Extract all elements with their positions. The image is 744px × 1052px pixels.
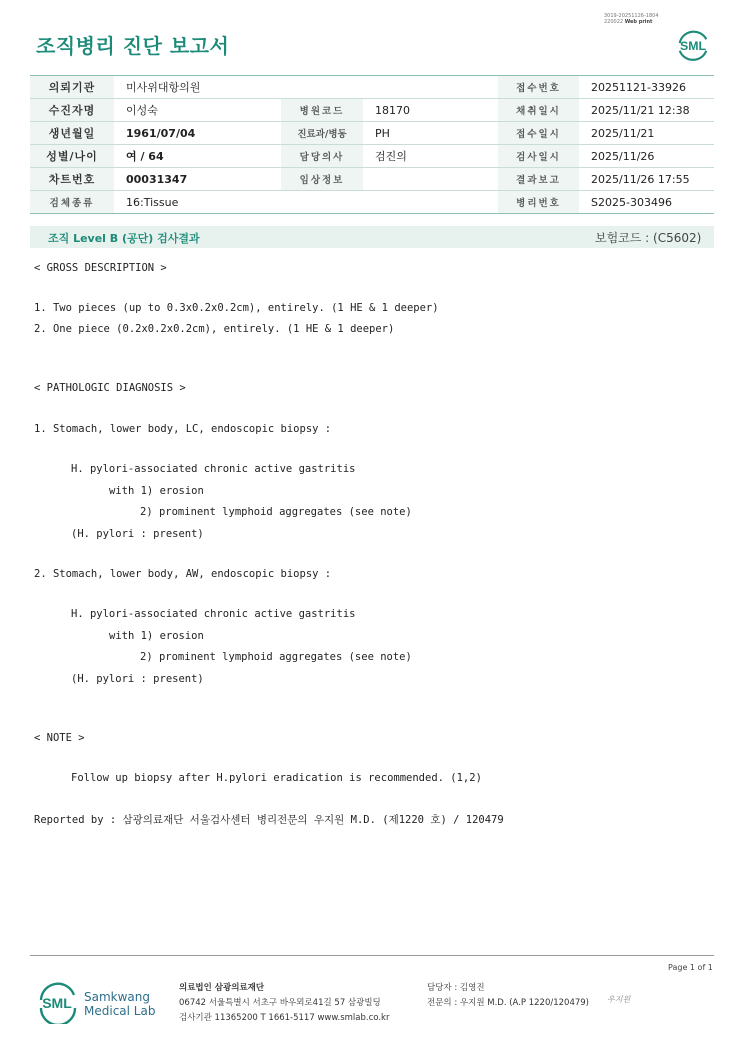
value-receipt-number: 20251121-33926 <box>579 76 714 99</box>
print-id: 3019-20251126-1804 220022 Web print <box>604 13 659 25</box>
expert-name: 우지원 M.D. (A.P 1220/120479) <box>459 998 589 1008</box>
diagnosis-1-with-2: 2) prominent lymphoid aggregates (see note) <box>140 506 412 518</box>
label-result-report: 결과보고 <box>498 168 579 191</box>
value-department: PH <box>363 122 498 145</box>
table-row <box>30 122 714 145</box>
brand-name-line-1: Samkwang <box>84 990 150 1004</box>
table-row <box>30 145 714 168</box>
expert-line: 전문의 : 우지원 M.D. (A.P 1220/120479) <box>427 998 589 1008</box>
section-title: 조직 Level B (공단) 검사결과 <box>48 232 200 245</box>
reported-by: Reported by : 삼광의료재단 서울검사센터 병리전문의 우지원 M.D. (제1220 호) / 120479 <box>34 814 504 826</box>
note-header: < NOTE > <box>34 732 85 744</box>
table-row <box>30 76 714 99</box>
value-chart-number: 00031347 <box>114 168 281 191</box>
diagnosis-1-with-1: with 1) erosion <box>109 485 204 497</box>
patient-info-table <box>30 75 714 214</box>
pathology-header: < PATHOLOGIC DIAGNOSIS > <box>34 382 186 394</box>
label-sex-age: 성별/나이 <box>30 145 114 168</box>
staff-name: 김영진 <box>459 983 485 993</box>
value-specimen-type: 16:Tissue <box>114 191 498 214</box>
page-title: 조직병리 진단 보고서 <box>36 34 230 58</box>
value-receipt-date: 2025/11/21 <box>579 122 714 145</box>
diagnosis-2-with-2: 2) prominent lymphoid aggregates (see note) <box>140 651 412 663</box>
org-name: 의료법인 삼광의료재단 <box>179 983 265 993</box>
diagnosis-1-hpylori: (H. pylori : present) <box>71 528 204 540</box>
signature: 우지원 <box>607 995 631 1004</box>
value-physician: 검진의 <box>363 145 498 168</box>
label-specimen-type: 검체종류 <box>30 191 114 214</box>
label-birth-date: 생년월일 <box>30 122 114 145</box>
value-test-date: 2025/11/26 <box>579 145 714 168</box>
gross-header: < GROSS DESCRIPTION > <box>34 262 167 274</box>
diagnosis-2-with-1: with 1) erosion <box>109 630 204 642</box>
diagnosis-2-title: 2. Stomach, lower body, AW, endoscopic biopsy : <box>34 568 332 580</box>
value-patient-name: 이성숙 <box>114 99 281 122</box>
value-result-report: 2025/11/26 17:55 <box>579 168 714 191</box>
label-requesting-institution: 의뢰기관 <box>30 76 114 99</box>
label-pathology-number: 병리번호 <box>498 191 579 214</box>
svg-text:SML: SML <box>42 995 72 1011</box>
gross-item-2: 2. One piece (0.2x0.2x0.2cm), entirely. (1 HE & 1 deeper) <box>34 323 395 335</box>
table-row <box>30 168 714 191</box>
value-clinical-info <box>363 168 498 191</box>
value-birth-date: 1961/07/04 <box>114 122 281 145</box>
sml-footer-logo-icon <box>36 980 80 1024</box>
value-collection-date: 2025/11/21 12:38 <box>579 99 714 122</box>
svg-text:SML: SML <box>679 38 707 53</box>
brand-name-line-2: Medical Lab <box>84 1004 156 1018</box>
org-contact: 검사기관 11365200 T 1661-5117 www.smlab.co.kr <box>179 1013 390 1023</box>
diagnosis-1-dx: H. pylori-associated chronic active gastritis <box>71 463 356 475</box>
label-receipt-date: 접수일시 <box>498 122 579 145</box>
sml-logo-icon <box>674 26 712 64</box>
org-address: 06742 서울특별시 서초구 바우뫼로41길 57 삼광빌딩 <box>179 998 381 1008</box>
staff-line: 담당자 : 김영진 <box>427 983 485 993</box>
insurance-code: 보험코드 : (C5602) <box>595 231 702 245</box>
label-receipt-number: 접수번호 <box>498 76 579 99</box>
value-pathology-number: S2025-303496 <box>579 191 714 214</box>
gross-item-1: 1. Two pieces (up to 0.3x0.2x0.2cm), entirely. (1 HE & 1 deeper) <box>34 302 439 314</box>
label-collection-date: 채취일시 <box>498 99 579 122</box>
label-test-date: 검사일시 <box>498 145 579 168</box>
label-department: 진료과/병동 <box>281 122 363 145</box>
label-hospital-code: 병원코드 <box>281 99 363 122</box>
page-number: Page 1 of 1 <box>668 963 713 972</box>
diagnosis-1-title: 1. Stomach, lower body, LC, endoscopic biopsy : <box>34 423 332 435</box>
label-physician: 담당의사 <box>281 145 363 168</box>
table-row <box>30 99 714 122</box>
diagnosis-2-hpylori: (H. pylori : present) <box>71 673 204 685</box>
footer-divider <box>30 955 714 956</box>
label-clinical-info: 임상정보 <box>281 168 363 191</box>
diagnosis-2-dx: H. pylori-associated chronic active gastritis <box>71 608 356 620</box>
note-text: Follow up biopsy after H.pylori eradication is recommended. (1,2) <box>71 772 482 784</box>
value-hospital-code: 18170 <box>363 99 498 122</box>
table-row <box>30 191 714 214</box>
label-patient-name: 수진자명 <box>30 99 114 122</box>
value-sex-age: 여 / 64 <box>114 145 281 168</box>
value-requesting-institution: 미사위대항의원 <box>114 76 498 99</box>
label-chart-number: 차트번호 <box>30 168 114 191</box>
